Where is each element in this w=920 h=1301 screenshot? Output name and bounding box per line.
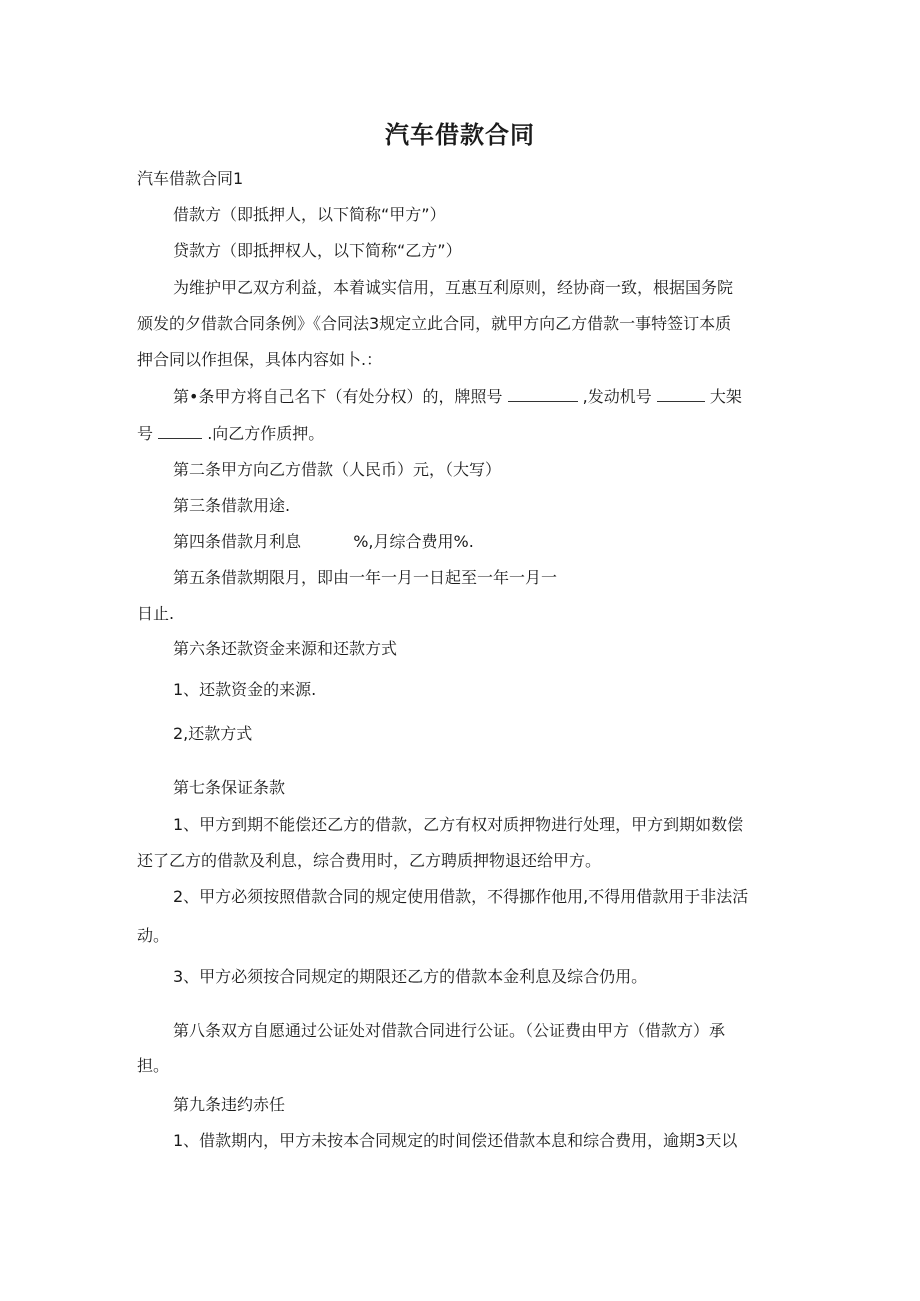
article-7-item-2-line-1: 2、甲方必须按照借款合同的规定使用借款，不得挪作他用,不得用借款用于非法活 [173,887,749,906]
article-9-heading: 第九条违约赤任 [173,1095,286,1114]
article-1-text-a: 第•条甲方将自己名下（有处分权）的，牌照号 [173,387,503,406]
article-7-item-2-line-2: 动。 [137,926,170,945]
article-9-item-1: 1、借款期内，甲方未按本合同规定的时间偿还借款本息和综合费用，逾期3天以 [173,1131,738,1150]
article-4-text-a: 第四条借款月利息 [173,532,302,551]
frame-number-blank[interactable] [158,424,202,439]
article-8-line-2: 担。 [137,1056,170,1075]
article-1-line-1 [173,386,742,408]
contract-subtitle: 汽车借款合同1 [137,169,244,188]
article-1-text-b: ,发动机号 [582,387,652,406]
document-title: 汽车借款合同 [385,121,535,149]
article-3: 第三条借款用途. [173,496,291,515]
article-5-line-1: 第五条借款期限月，即由一年一月一日起至一年一月一 [173,568,558,587]
preamble-line-2: 颁发的夕借款合同条例》《合同法3规定立此合同，就甲方向乙方借款一事特签订本质 [137,314,732,333]
article-1-text-d: 号 [137,424,154,443]
party-a-line: 借款方（即抵押人，以下简称“甲方”） [173,205,446,224]
preamble-line-3: 押合同以作担保，具体内容如卜.： [137,350,383,369]
article-1-line-2 [137,423,324,445]
party-b-line: 贷款方（即抵押权人，以下简称“乙方”） [173,241,462,260]
license-plate-blank[interactable] [508,387,578,402]
article-7-item-1-line-2: 还了乙方的借款及利息，综合费用时，乙方聘质押物退还给甲方。 [137,851,602,870]
article-5-line-2: 日止. [137,604,175,623]
preamble-line-1: 为维护甲乙双方利益，本着诚实信用，互惠互利原则，经协商一致，根据国务院 [173,278,734,297]
article-7-item-1-line-1: 1、甲方到期不能偿还乙方的借款，乙方有权对质押物进行处理，甲方到期如数偿 [173,815,744,834]
article-6-heading: 第六条还款资金来源和还款方式 [173,639,398,658]
article-2: 第二条甲方向乙方借款（人民币）元，（大写） [173,460,502,479]
article-6-item-2: 2,还款方式 [173,724,253,743]
article-1-text-c: 大架 [709,387,742,406]
article-7-heading: 第七条保证条款 [173,778,286,797]
article-7-item-3: 3、甲方必须按合同规定的期限还乙方的借款本金利息及综合仍用。 [173,967,648,986]
article-6-item-1: 1、还款资金的来源. [173,680,317,699]
engine-number-blank[interactable] [657,387,705,402]
article-4 [173,531,474,553]
article-1-text-e: .向乙方作质押。 [207,424,325,443]
article-8-line-1: 第八条双方自愿通过公证处对借款合同进行公证。（公证费由甲方（借款方）承 [173,1021,726,1040]
article-4-text-b: %,月综合费用%. [353,532,474,551]
